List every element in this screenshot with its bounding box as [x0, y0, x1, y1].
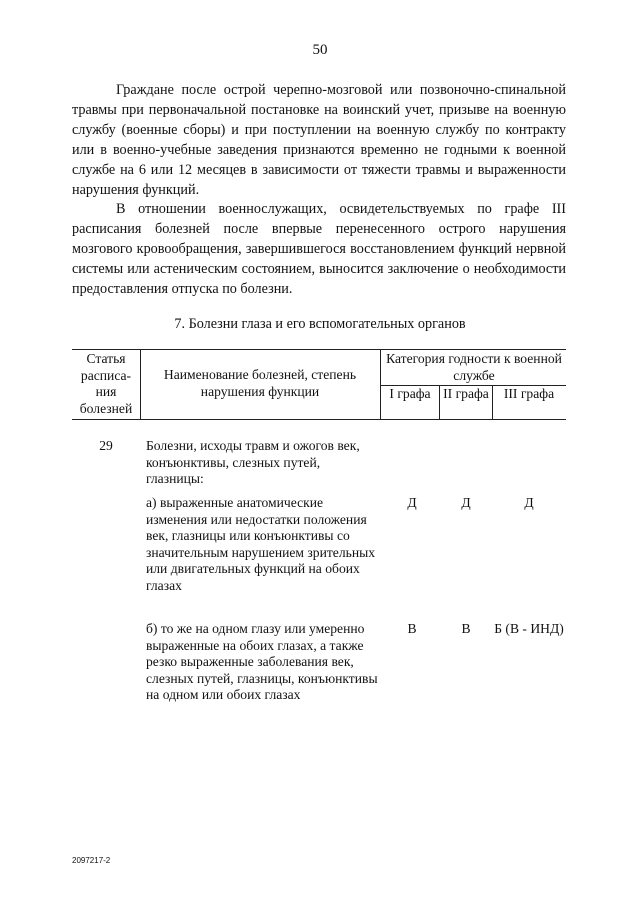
section-title: 7. Болезни глаза и его вспомогательных органов — [174, 316, 466, 332]
header-name: Наименование болезней, степень нарушения функции — [163, 367, 357, 399]
row-graph-2: Д — [461, 495, 471, 510]
row-name: б) то же на одном глазу или умеренно выраженные на обоих глазах, а также резко выраженные заболевания век, слезных путей, глазницы, конъюнктивы на одном или обоих глазах — [146, 621, 378, 703]
row-graph-3: Д — [524, 495, 534, 510]
row-graph-2: В — [461, 621, 471, 636]
table-header — [72, 349, 566, 420]
header-graph-1: I графа — [389, 386, 431, 401]
row-graph-3: Б (В - ИНД) — [494, 621, 564, 636]
paragraph-1: Граждане после острой черепно-мозговой или позвоночно-спинальной травмы при первоначальной постановке на воинский учет, призыве на военную службу (военные сборы) и при поступлении на военную службу по контракту или в военно-учебные заведения признаются временно не годными к военной службе на 6 или 12 месяцев в зависимости от тяжести травмы и выраженности нарушения функций. — [72, 82, 566, 198]
row-name: а) выраженные анатомические изменения или недостатки положения век, глазницы или конъюнктивы со значительным нарушением зрительных или двигательных функций на обоих глазах — [146, 495, 376, 593]
footer-code: 2097217-2 — [72, 856, 111, 865]
row-number: 29 — [99, 438, 113, 453]
row-name: Болезни, исходы травм и ожогов век, конъюнктивы, слезных путей, глазницы: — [146, 438, 360, 487]
page-number: 50 — [312, 42, 328, 58]
row-graph-1: В — [407, 621, 417, 636]
header-article: Статья расписа-ния болезней — [79, 351, 133, 416]
paragraph-2: В отношении военнослужащих, освидетельствуемых по графе III расписания болезней после впервые перенесенного острого нарушения мозгового кровообращения, завершившегося восстановлением функций нервной системы или астеническим состоянием, выносится заключение о необходимости предоставления отпуска по болезни. — [72, 201, 566, 297]
header-graph-2: II графа — [443, 386, 489, 401]
header-graph-3: III графа — [503, 386, 555, 401]
header-category: Категория годности к военной службе — [386, 351, 562, 383]
row-graph-1: Д — [407, 495, 417, 510]
